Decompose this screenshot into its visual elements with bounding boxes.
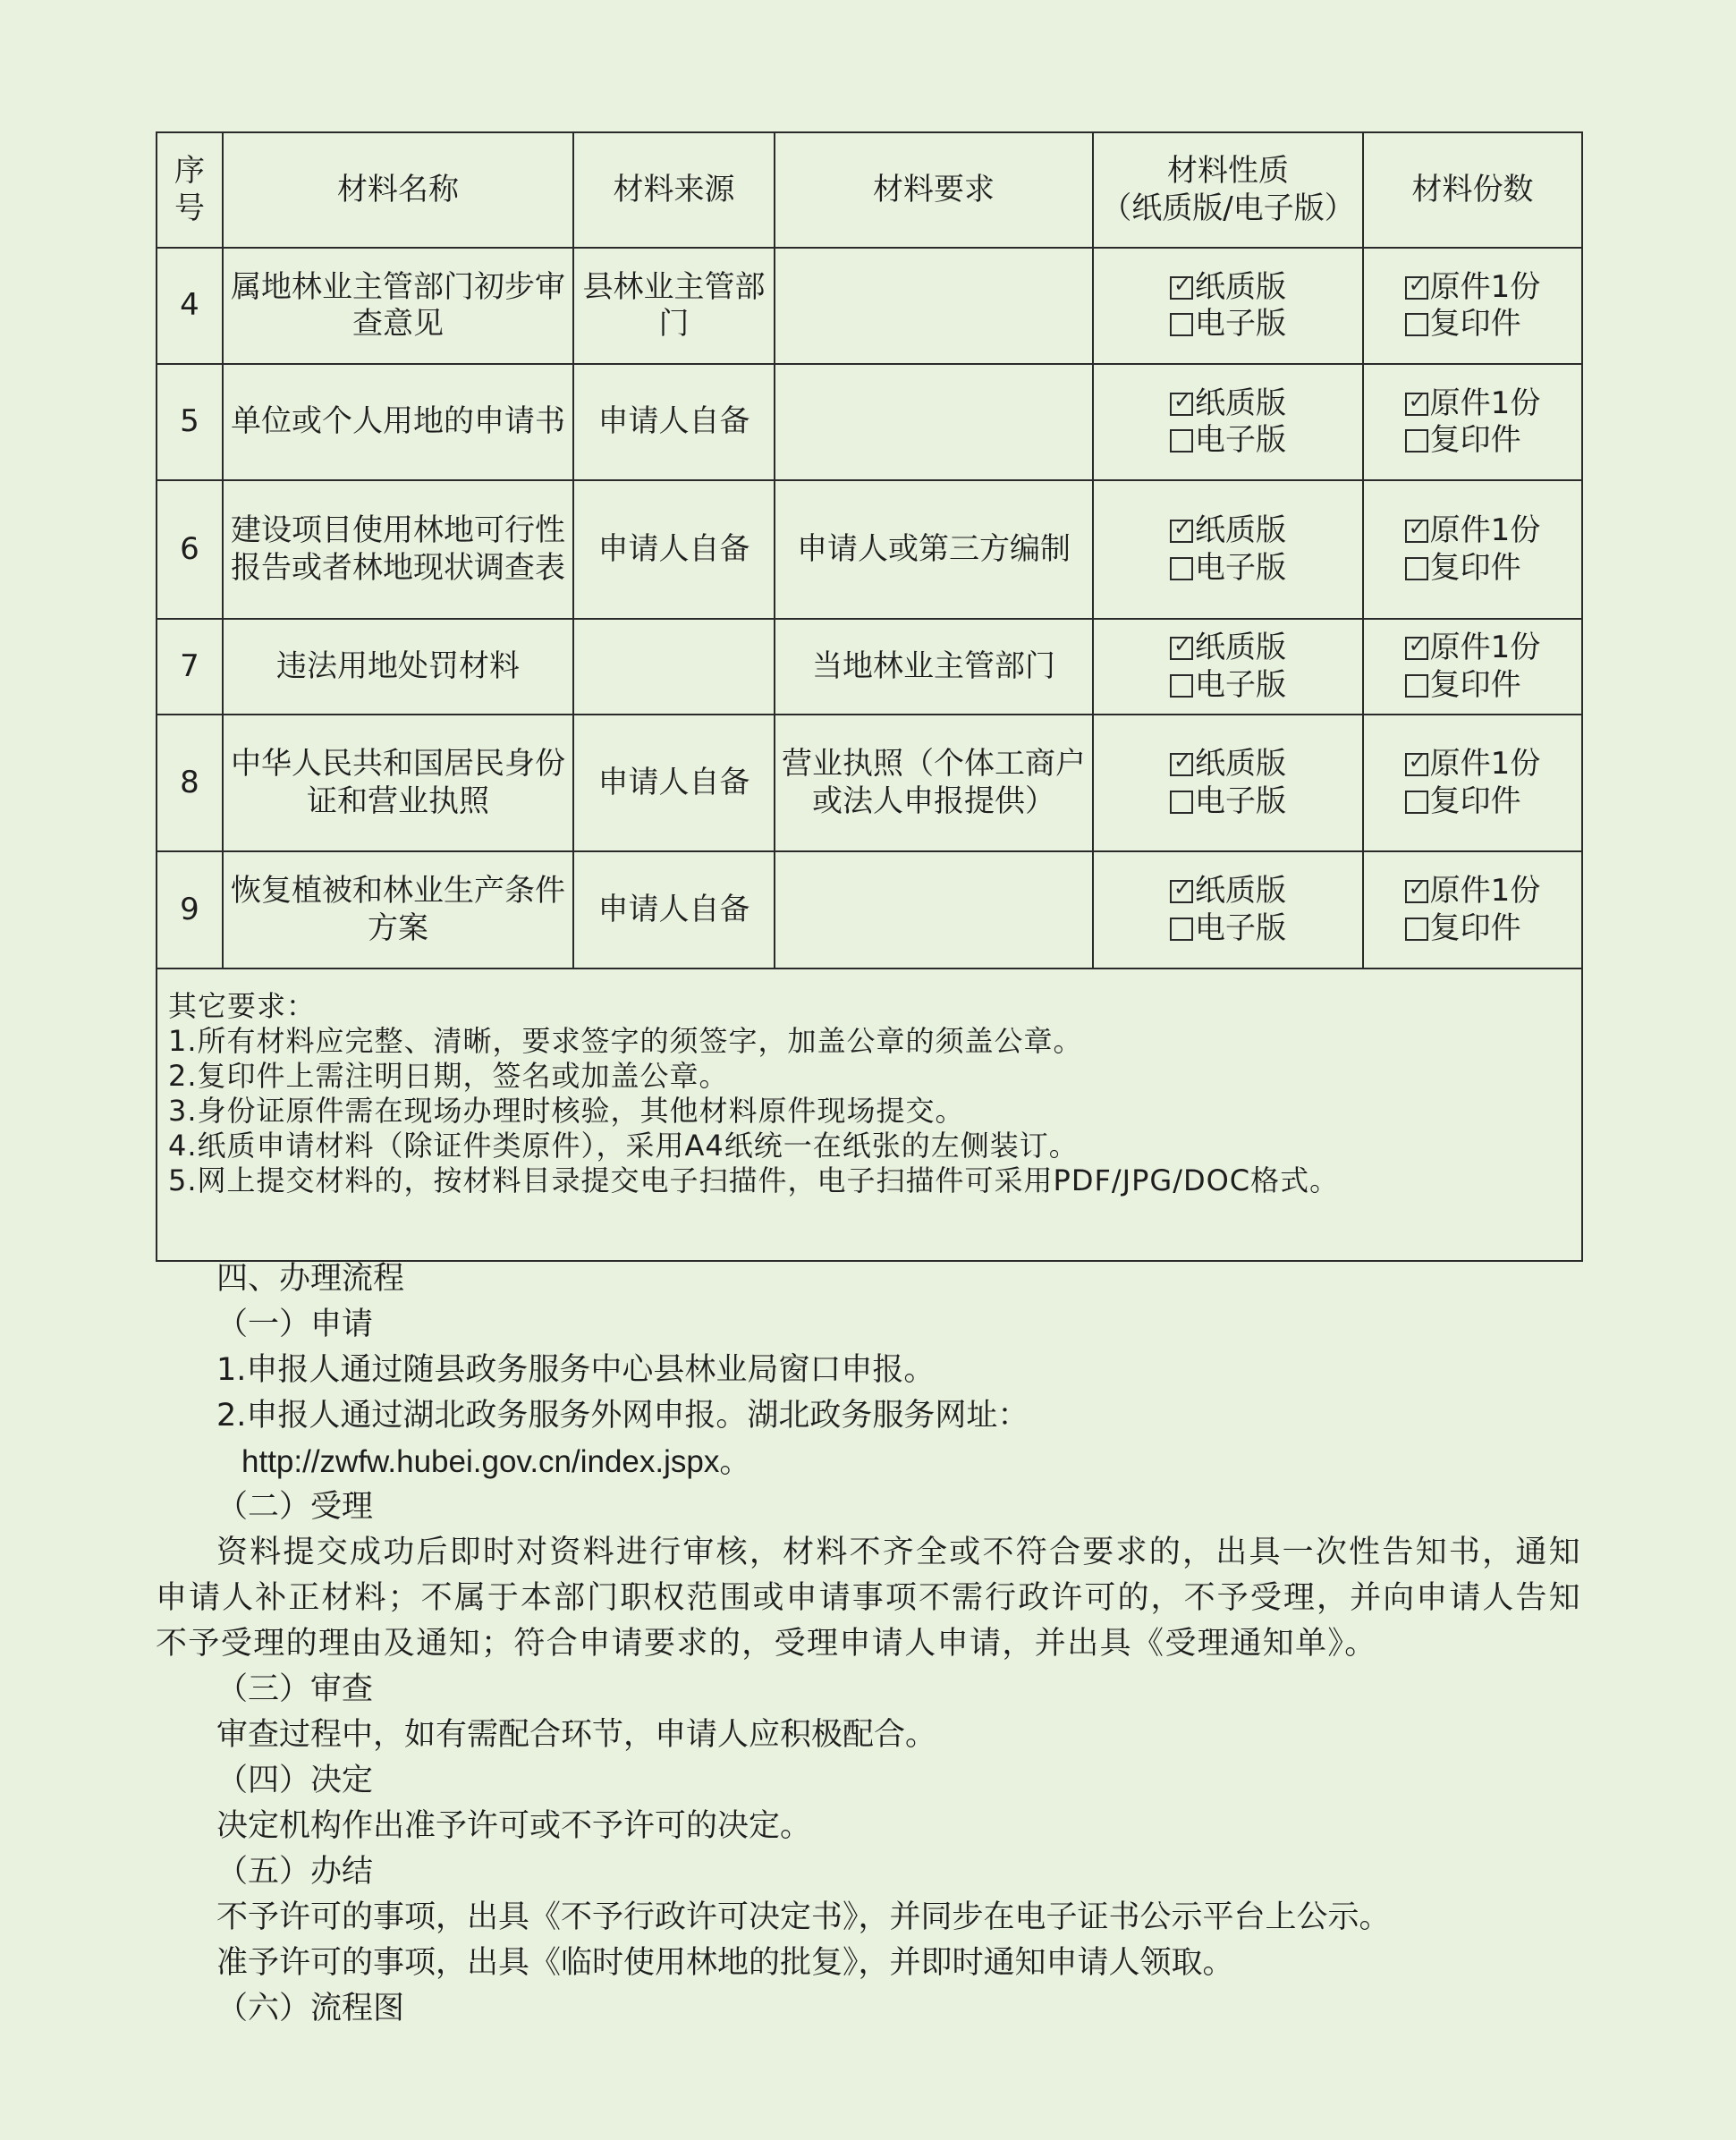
notes-row xyxy=(157,968,1582,1261)
original-option[interactable] xyxy=(1405,512,1541,549)
row-seq: 7 xyxy=(157,619,223,715)
conclude-text-2: 准予许可的事项，出具《临时使用林地的批复》，并即时通知申请人领取。 xyxy=(216,1945,1234,1981)
copy-label: 复印件 xyxy=(1429,422,1521,458)
checked-checkbox-icon[interactable] xyxy=(1170,276,1193,300)
conclude-text-1: 不予许可的事项，出具《不予行政许可决定书》，并同步在电子证书公示平台上公示。 xyxy=(216,1899,1391,1935)
original-option[interactable] xyxy=(1405,269,1541,306)
accept-text: 资料提交成功后即时对资料进行审核，材料不齐全或不符合要求的，出具一次性告知书，通知申请人补正材料；不属于本部门职权范围或申请事项不需行政许可的，不予受理，并向申请人告知不予受理的理由及通知；符合申请要求的，受理申请人申请，并出具《受理通知单》。 xyxy=(156,1535,1581,1662)
row-material-name: 建设项目使用林地可行性报告或者林地现状调查表 xyxy=(223,480,573,619)
electronic-option[interactable] xyxy=(1170,306,1286,343)
row-material-count xyxy=(1363,851,1582,968)
empty-checkbox-icon[interactable] xyxy=(1405,674,1428,698)
electronic-option[interactable] xyxy=(1170,783,1286,820)
header-type-line1: 材料性质 xyxy=(1167,153,1289,190)
type-options xyxy=(1170,630,1286,704)
flowchart-title: （六）流程图 xyxy=(216,1991,405,2026)
row-material-type xyxy=(1093,619,1363,715)
row-material-count xyxy=(1363,364,1582,480)
note-item: 2.复印件上需注明日期，签名或加盖公章。 xyxy=(168,1059,729,1094)
row-material-name: 违法用地处罚材料 xyxy=(223,619,573,715)
empty-checkbox-icon[interactable] xyxy=(1170,429,1193,453)
checked-checkbox-icon[interactable] xyxy=(1405,753,1428,776)
header-name: 材料名称 xyxy=(223,132,573,248)
table-row xyxy=(157,715,1582,851)
empty-checkbox-icon[interactable] xyxy=(1170,791,1193,814)
count-options xyxy=(1405,512,1541,587)
row-material-source: 申请人自备 xyxy=(573,851,775,968)
paper-option[interactable] xyxy=(1170,630,1286,666)
empty-checkbox-icon[interactable] xyxy=(1405,313,1428,336)
count-options xyxy=(1405,873,1541,947)
copy-label: 复印件 xyxy=(1429,782,1521,819)
electronic-label: 电子版 xyxy=(1195,306,1286,342)
paper-label: 纸质版 xyxy=(1195,385,1286,421)
header-type-line2: （纸质版/电子版） xyxy=(1101,190,1355,226)
copy-option[interactable] xyxy=(1405,422,1541,459)
copy-label: 复印件 xyxy=(1429,549,1521,586)
original-label: 原件1份 xyxy=(1429,268,1541,305)
electronic-label: 电子版 xyxy=(1195,909,1286,946)
copy-option[interactable] xyxy=(1405,783,1541,820)
row-seq: 6 xyxy=(157,480,223,619)
header-requirement: 材料要求 xyxy=(775,132,1093,248)
table-row xyxy=(157,248,1582,364)
checked-checkbox-icon[interactable] xyxy=(1405,880,1428,903)
electronic-option[interactable] xyxy=(1170,550,1286,587)
empty-checkbox-icon[interactable] xyxy=(1405,918,1428,941)
checked-checkbox-icon[interactable] xyxy=(1170,520,1193,543)
header-seq xyxy=(157,132,223,248)
checked-checkbox-icon[interactable] xyxy=(1170,637,1193,660)
table-header-row xyxy=(157,132,1582,248)
copy-label: 复印件 xyxy=(1429,909,1521,946)
original-label: 原件1份 xyxy=(1429,630,1541,666)
row-seq: 5 xyxy=(157,364,223,480)
row-seq: 9 xyxy=(157,851,223,968)
row-material-name: 单位或个人用地的申请书 xyxy=(223,364,573,480)
paper-label: 纸质版 xyxy=(1195,873,1286,909)
row-material-type xyxy=(1093,248,1363,364)
notes-title: 其它要求： xyxy=(168,989,317,1023)
original-option[interactable] xyxy=(1405,873,1541,909)
note-item: 3.身份证原件需在现场办理时核验，其他材料原件现场提交。 xyxy=(168,1094,965,1129)
empty-checkbox-icon[interactable] xyxy=(1170,918,1193,941)
empty-checkbox-icon[interactable] xyxy=(1170,313,1193,336)
copy-label: 复印件 xyxy=(1429,666,1521,703)
count-options xyxy=(1405,269,1541,343)
row-seq: 8 xyxy=(157,715,223,851)
type-options xyxy=(1170,873,1286,947)
checked-checkbox-icon[interactable] xyxy=(1405,276,1428,300)
paper-option[interactable] xyxy=(1170,269,1286,306)
row-material-type xyxy=(1093,480,1363,619)
empty-checkbox-icon[interactable] xyxy=(1170,557,1193,580)
row-seq: 4 xyxy=(157,248,223,364)
paper-label: 纸质版 xyxy=(1195,630,1286,666)
paper-label: 纸质版 xyxy=(1195,512,1286,549)
procedure-section xyxy=(156,1256,1581,2032)
original-option[interactable] xyxy=(1405,746,1541,782)
section-heading: 四、办理流程 xyxy=(216,1261,405,1297)
count-options xyxy=(1405,630,1541,704)
row-material-source: 申请人自备 xyxy=(573,480,775,619)
type-options xyxy=(1170,269,1286,343)
apply-title: （一）申请 xyxy=(216,1307,374,1342)
row-material-requirement xyxy=(775,851,1093,968)
paper-label: 纸质版 xyxy=(1195,746,1286,782)
empty-checkbox-icon[interactable] xyxy=(1170,674,1193,698)
materials-table xyxy=(156,131,1583,1262)
table-row xyxy=(157,619,1582,715)
paper-option[interactable] xyxy=(1170,746,1286,782)
row-material-count xyxy=(1363,248,1582,364)
row-material-source: 申请人自备 xyxy=(573,364,775,480)
electronic-label: 电子版 xyxy=(1195,666,1286,703)
row-material-requirement: 申请人或第三方编制 xyxy=(775,480,1093,619)
row-material-requirement xyxy=(775,248,1093,364)
electronic-option[interactable] xyxy=(1170,910,1286,947)
row-material-source: 申请人自备 xyxy=(573,715,775,851)
original-label: 原件1份 xyxy=(1429,512,1541,549)
copy-label: 复印件 xyxy=(1429,306,1521,342)
row-material-requirement: 营业执照（个体工商户或法人申报提供） xyxy=(775,715,1093,851)
electronic-option[interactable] xyxy=(1170,667,1286,704)
checked-checkbox-icon[interactable] xyxy=(1170,880,1193,903)
row-material-type xyxy=(1093,364,1363,480)
checked-checkbox-icon[interactable] xyxy=(1170,753,1193,776)
checked-checkbox-icon[interactable] xyxy=(1170,393,1193,416)
copy-option[interactable] xyxy=(1405,550,1541,587)
header-count: 材料份数 xyxy=(1363,132,1582,248)
table-row xyxy=(157,851,1582,968)
electronic-option[interactable] xyxy=(1170,422,1286,459)
row-material-type xyxy=(1093,851,1363,968)
row-material-name: 中华人民共和国居民身份证和营业执照 xyxy=(223,715,573,851)
apply-item-2: 2.申报人通过湖北政务服务外网申报。湖北政务服务网址： xyxy=(216,1398,1029,1434)
row-material-name: 属地林业主管部门初步审查意见 xyxy=(223,248,573,364)
type-options xyxy=(1170,385,1286,460)
review-title: （三）审查 xyxy=(216,1671,374,1707)
row-material-requirement: 当地林业主管部门 xyxy=(775,619,1093,715)
review-text: 审查过程中，如有需配合环节，申请人应积极配合。 xyxy=(216,1717,937,1753)
electronic-label: 电子版 xyxy=(1195,422,1286,458)
copy-option[interactable] xyxy=(1405,306,1541,343)
table-row xyxy=(157,364,1582,480)
apply-url[interactable]: http://zwfw.hubei.gov.cn/index.jspx。 xyxy=(241,1444,751,1479)
decision-text: 决定机构作出准予许可或不予许可的决定。 xyxy=(216,1808,812,1844)
paper-option[interactable] xyxy=(1170,512,1286,549)
original-label: 原件1份 xyxy=(1429,385,1541,421)
paper-option[interactable] xyxy=(1170,873,1286,909)
original-label: 原件1份 xyxy=(1429,746,1541,782)
type-options xyxy=(1170,512,1286,587)
count-options xyxy=(1405,746,1541,820)
original-option[interactable] xyxy=(1405,385,1541,422)
copy-option[interactable] xyxy=(1405,667,1541,704)
row-material-source xyxy=(573,619,775,715)
other-requirements xyxy=(157,968,1582,1261)
conclude-title: （五）办结 xyxy=(216,1854,374,1890)
empty-checkbox-icon[interactable] xyxy=(1405,557,1428,580)
note-item: 5.网上提交材料的，按材料目录提交电子扫描件，电子扫描件可采用PDF/JPG/DOC格式。 xyxy=(168,1163,1340,1198)
electronic-label: 电子版 xyxy=(1195,782,1286,819)
row-material-count xyxy=(1363,480,1582,619)
paper-option[interactable] xyxy=(1170,385,1286,422)
row-material-requirement xyxy=(775,364,1093,480)
row-material-source: 县林业主管部门 xyxy=(573,248,775,364)
table-row xyxy=(157,480,1582,619)
row-material-name: 恢复植被和林业生产条件方案 xyxy=(223,851,573,968)
original-option[interactable] xyxy=(1405,630,1541,666)
note-item: 1.所有材料应完整、清晰，要求签字的须签字，加盖公章的须盖公章。 xyxy=(168,1024,1083,1059)
empty-checkbox-icon[interactable] xyxy=(1405,791,1428,814)
count-options xyxy=(1405,385,1541,460)
row-material-count xyxy=(1363,619,1582,715)
header-source: 材料来源 xyxy=(573,132,775,248)
checked-checkbox-icon[interactable] xyxy=(1405,637,1428,660)
type-options xyxy=(1170,746,1286,820)
checked-checkbox-icon[interactable] xyxy=(1405,520,1428,543)
empty-checkbox-icon[interactable] xyxy=(1405,429,1428,453)
apply-item-1: 1.申报人通过随县政务服务中心县林业局窗口申报。 xyxy=(216,1352,936,1388)
note-item: 4.纸质申请材料（除证件类原件），采用A4纸统一在纸张的左侧装订。 xyxy=(168,1129,1079,1163)
original-label: 原件1份 xyxy=(1429,873,1541,909)
copy-option[interactable] xyxy=(1405,910,1541,947)
paper-label: 纸质版 xyxy=(1195,268,1286,305)
row-material-count xyxy=(1363,715,1582,851)
electronic-label: 电子版 xyxy=(1195,549,1286,586)
accept-title: （二）受理 xyxy=(216,1489,374,1525)
row-material-type xyxy=(1093,715,1363,851)
header-type xyxy=(1093,132,1363,248)
checked-checkbox-icon[interactable] xyxy=(1405,393,1428,416)
header-seq-char-1: 序号 xyxy=(174,153,205,226)
decision-title: （四）决定 xyxy=(216,1763,374,1798)
